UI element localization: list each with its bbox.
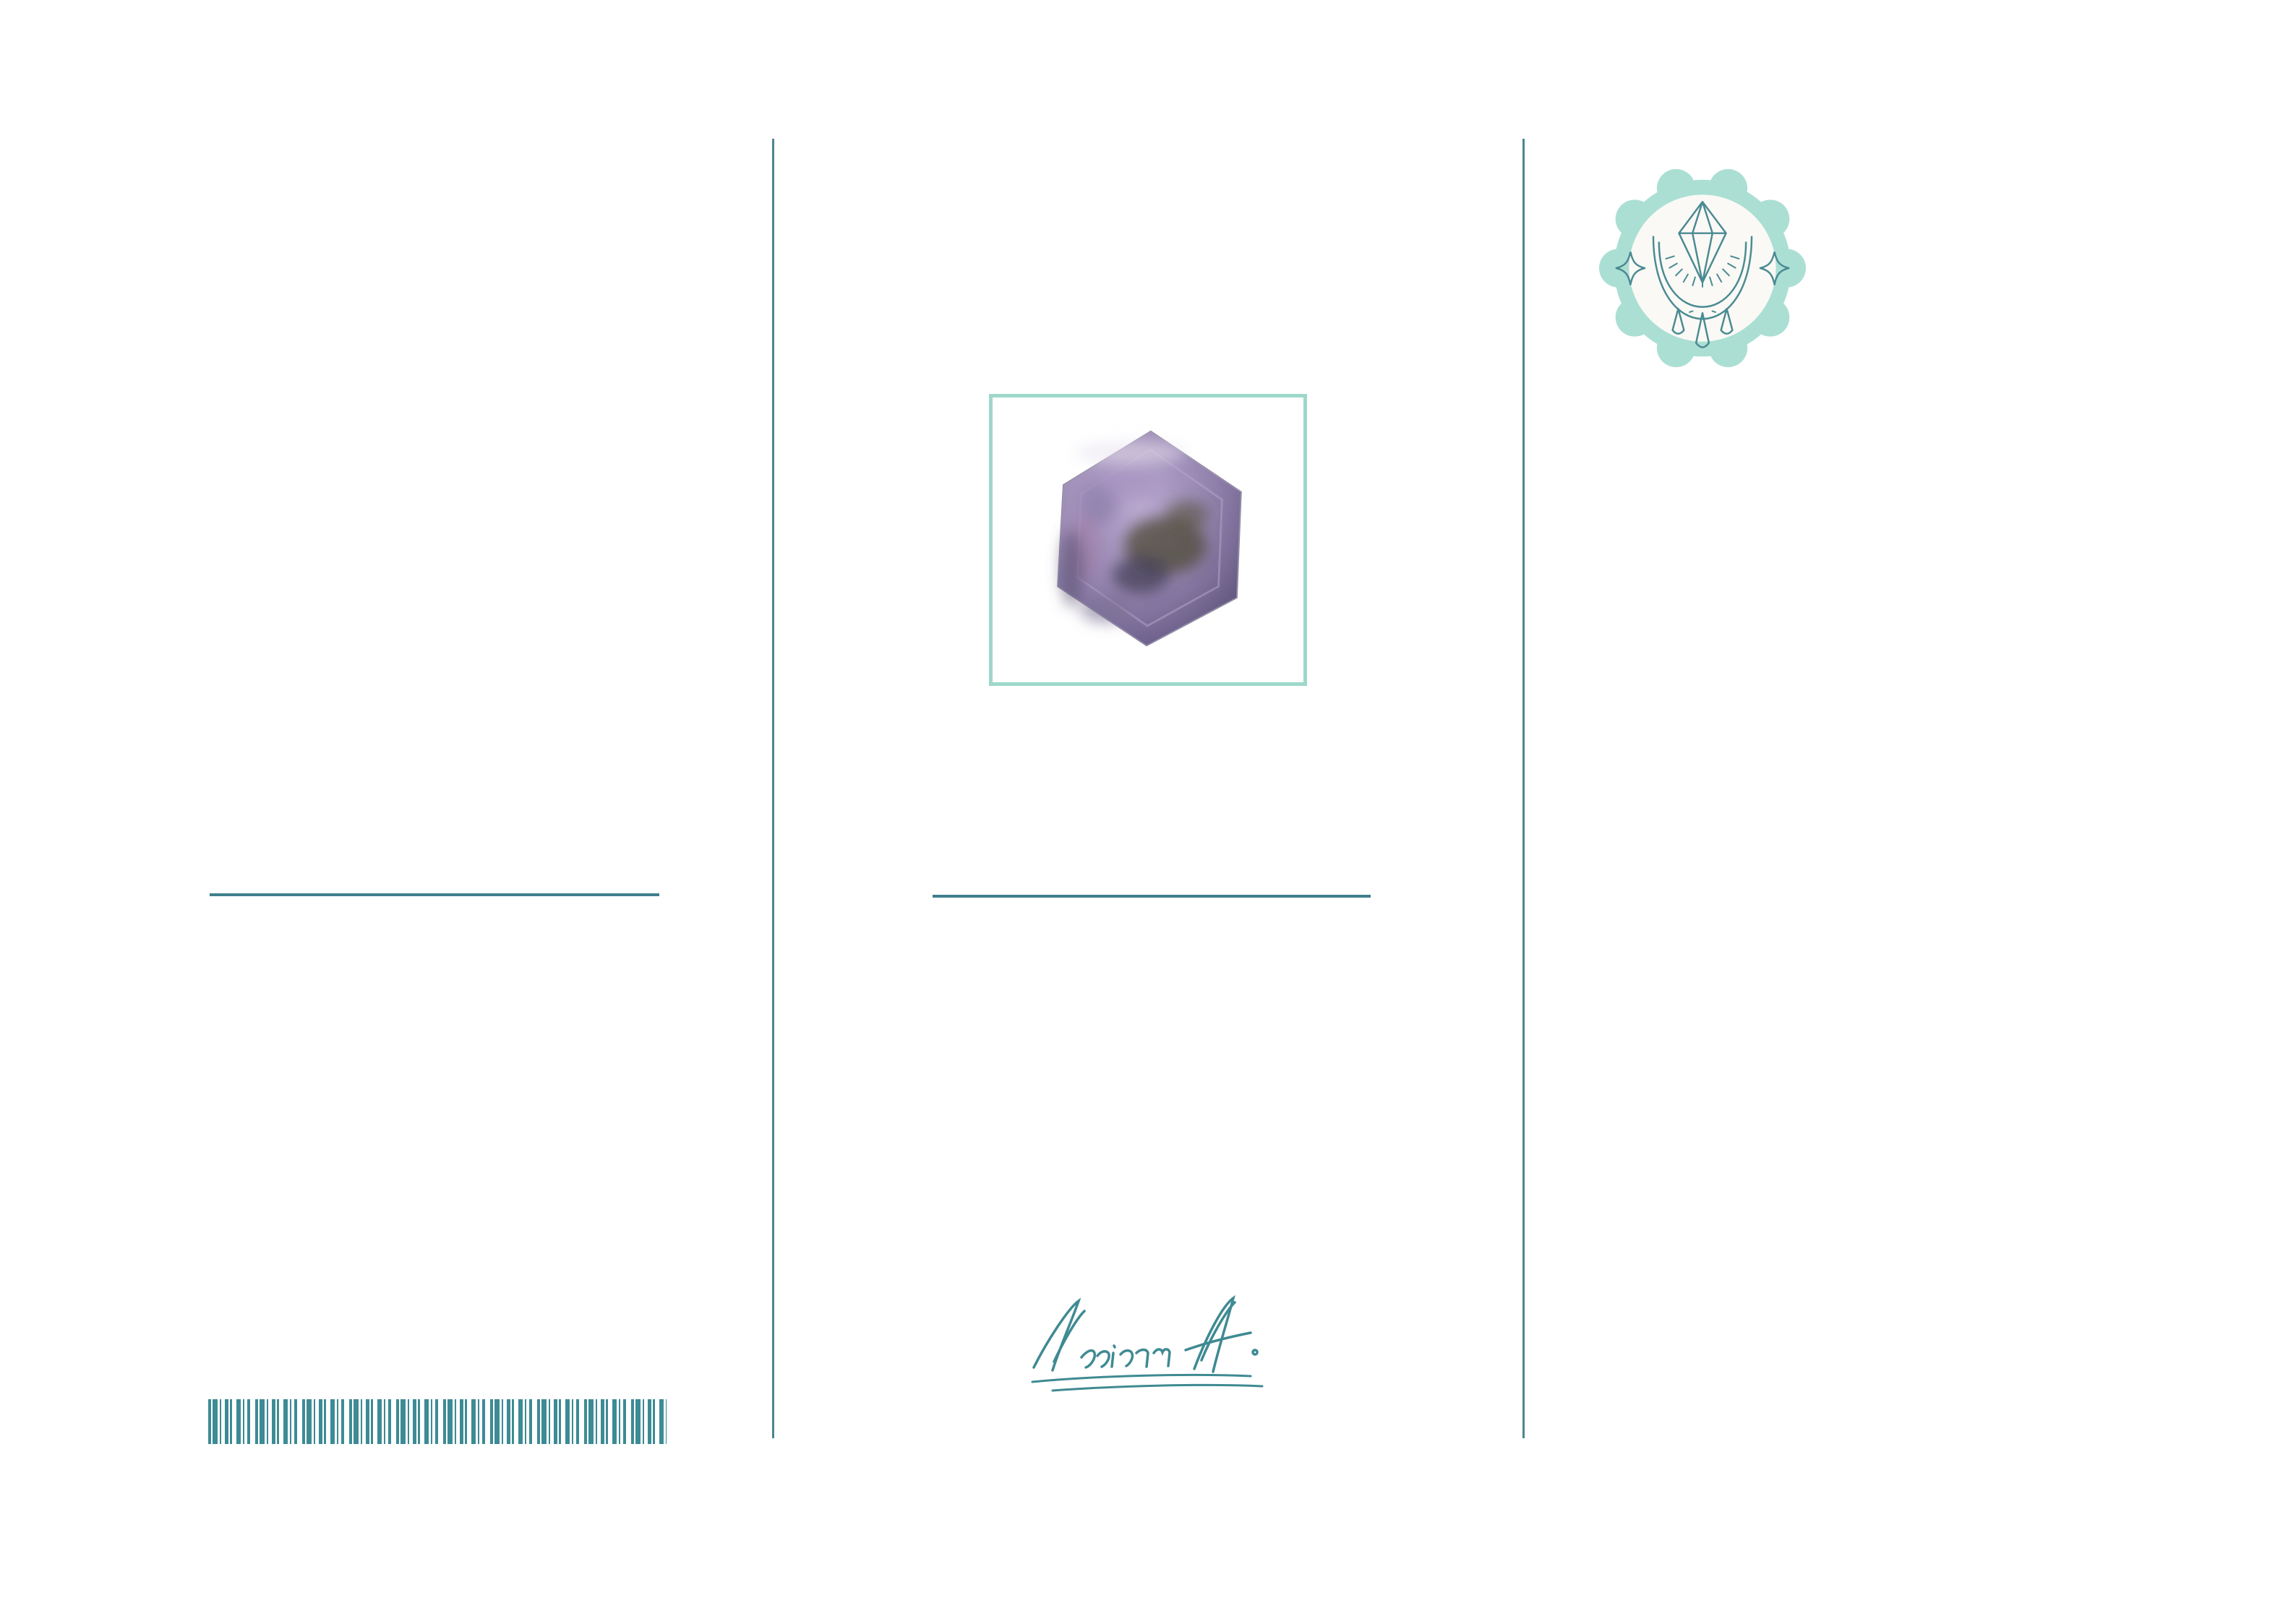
gemlab-logo-icon [1599, 165, 1806, 371]
qr-code [1079, 1108, 1220, 1250]
table-row [101, 541, 752, 590]
barcode [208, 1399, 667, 1444]
gem-image [993, 398, 1303, 682]
table-row [101, 590, 752, 640]
table-row [101, 341, 752, 391]
column-divider [1522, 139, 1525, 1438]
divider-line [933, 895, 1371, 898]
divider-line [210, 893, 659, 896]
column-divider [772, 139, 774, 1438]
table-row [101, 491, 752, 541]
signature [1012, 1281, 1287, 1407]
table-row [101, 441, 752, 491]
provisions-paragraphs [1589, 467, 2203, 499]
details-table [101, 341, 752, 690]
table-row [101, 391, 752, 441]
table-row [101, 640, 752, 690]
gemstone-photo [989, 394, 1307, 686]
